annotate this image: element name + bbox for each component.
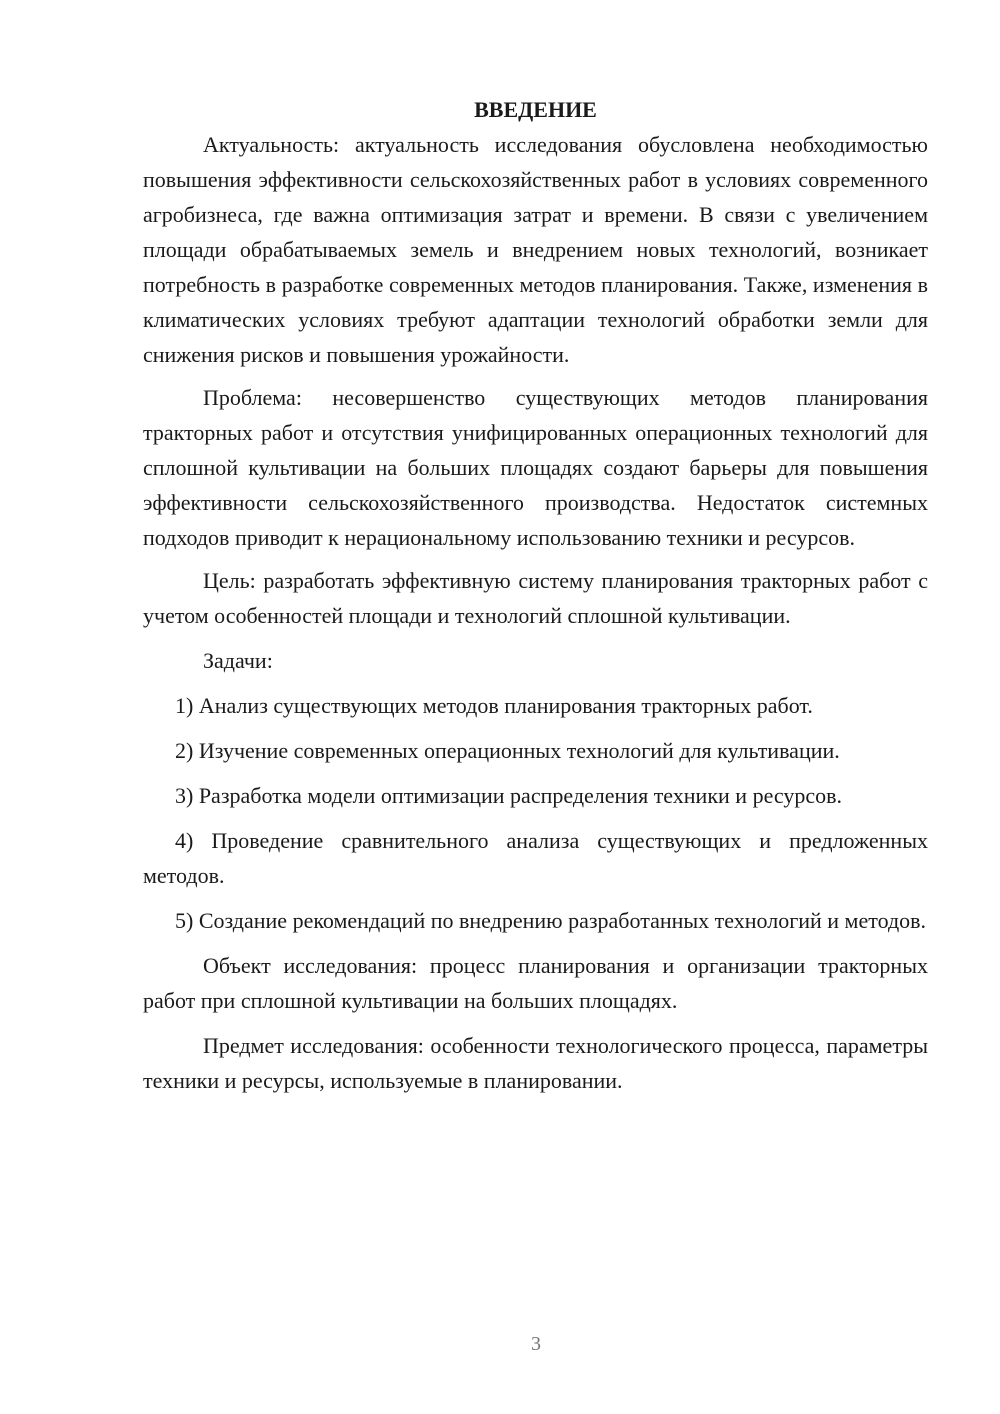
- object-paragraph: Объект исследования: процесс планирования и организации тракторных работ при сплошной культивации на больших площадях.: [143, 953, 928, 1013]
- tasks-label: Задачи:: [203, 648, 273, 673]
- problem-paragraph: Проблема: несовершенство существующих методов планирования тракторных работ и отсутствия унифицированных операционных технологий для сплошной культивации на больших площадях создают барьеры для повышения эффективности сельскохозяйственного производства. Недостаток системных подходов приводит к нерациональному использованию техники и ресурсов.: [143, 385, 928, 550]
- task-item: 2) Изучение современных операционных технологий для культивации.: [175, 738, 840, 763]
- task-item: 3) Разработка модели оптимизации распределения техники и ресурсов.: [175, 783, 843, 808]
- goal-paragraph: Цель: разработать эффективную систему планирования тракторных работ с учетом особенностей площади и технологий сплошной культивации.: [143, 568, 928, 628]
- page-number: 3: [531, 1333, 541, 1355]
- page-title: ВВЕДЕНИЕ: [474, 97, 597, 122]
- task-item: 1) Анализ существующих методов планирования тракторных работ.: [175, 693, 813, 718]
- task-item: 5) Создание рекомендаций по внедрению разработанных технологий и методов.: [175, 908, 927, 933]
- tasks-list: [143, 688, 928, 938]
- relevance-paragraph: Актуальность: актуальность исследования обусловлена необходимостью повышения эффективности сельскохозяйственных работ в условиях современного агробизнеса, где важна оптимизация затрат и времени. В связи с увеличением площади обрабатываемых земель и внедрением новых технологий, возникает потребность в разработке современных методов планирования. Также, изменения в климатических условиях требуют адаптации технологий обработки земли для снижения рисков и повышения урожайности.: [143, 132, 928, 367]
- task-item: 4) Проведение сравнительного анализа существующих и предложенных методов.: [143, 828, 928, 888]
- subject-paragraph: Предмет исследования: особенности технологического процесса, параметры техники и ресурсы, используемые в планировании.: [143, 1033, 928, 1093]
- document-page: [143, 92, 928, 1106]
